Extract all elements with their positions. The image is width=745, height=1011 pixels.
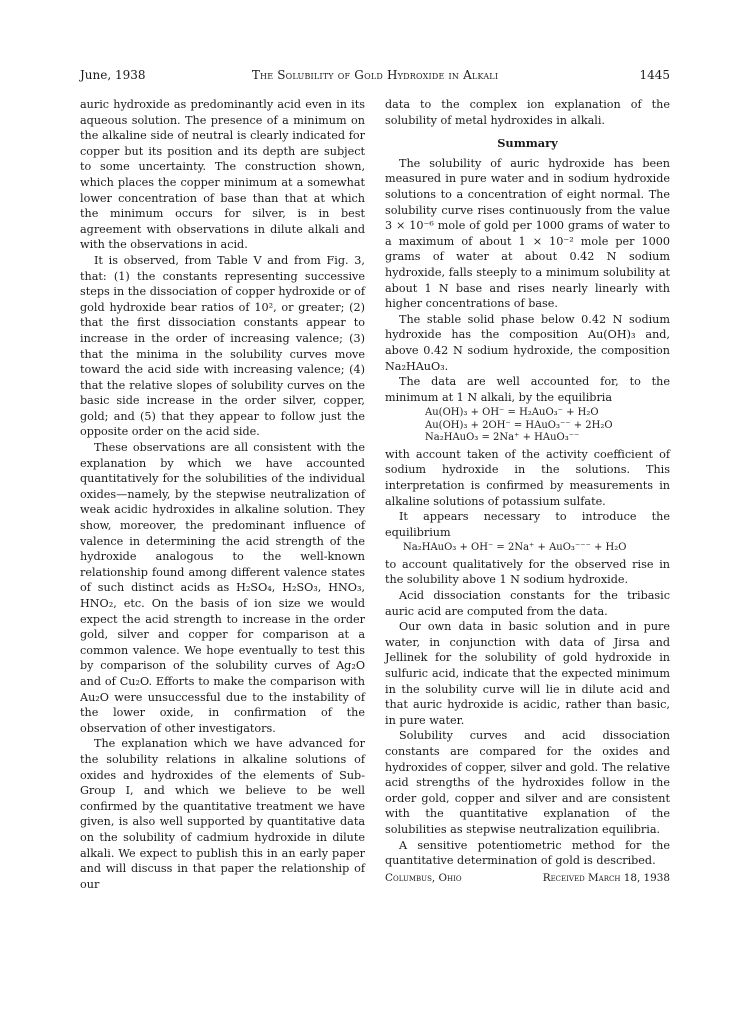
received-line (385, 871, 670, 885)
summary-paragraph: to account qualitatively for the observed rise in the solubility above 1 N sodium hydroxide. (385, 557, 670, 587)
page-number: 1445 (639, 68, 670, 82)
summary-heading: Summary (497, 136, 558, 151)
paragraph: It is observed, from Table V and from Fig. 3, that: (1) the constants representing successive steps in the dissociation of copper hydroxide or of gold hydroxide bear ratios of 10², or greater; (2) that the first dissociation constants appear to increase in the order of increasing valence; (3) that the minima in the solubility curves move toward the acid side with increasing valence; (4) that the relative slopes of solubility curves on the basic side increase in the order silver, copper, gold; and (5) that they appear to follow just the opposite order on the acid side. (80, 253, 365, 439)
right-column (385, 97, 670, 885)
summary-paragraph: A sensitive potentiometric method for the quantitative determination of gold is described. (385, 838, 670, 868)
summary-paragraph: Acid dissociation constants for the tribasic auric acid are computed from the data. (385, 589, 670, 618)
summary-paragraph: with account taken of the activity coefficient of sodium hydroxide in the solutions. This interpretation is confirmed by measurements in alkaline solutions of potassium sulfate. (385, 447, 670, 508)
running-title: The Solubility of Gold Hydroxide in Alkali (251, 68, 499, 82)
paragraph: The explanation which we have advanced for the solubility relations in alkaline solutions of oxides and hydroxides of the elements of Sub-Group I, and which we believe to be well confirmed by the quantitative treatment we have given, is also well supported by quantitative data on the solubility of cadmium hydroxide in dilute alkali. We expect to publish this in an early paper and will discuss in that paper the relationship of our (80, 737, 365, 891)
received-date: Received March 18, 1938 (542, 871, 670, 884)
equilibria-block (425, 407, 670, 445)
summary-paragraph: Solubility curves and acid dissociation constants are compared for the oxides and hydroxides of copper, silver and gold. The relative acid strengths of the hydroxides follow in the order gold, copper and silver and are consistent with the quantitative explanation of the solubilities as stepwise neutralization equilibria. (385, 729, 670, 836)
summary-paragraph: The data are well accounted for, to the minimum at 1 N alkali, by the equilibria (385, 375, 670, 404)
author-location: Columbus, Ohio (385, 871, 462, 884)
paragraph: data to the complex ion explanation of the solubility of metal hydroxides in alkali. (385, 98, 670, 127)
left-column (80, 97, 365, 892)
paragraph: auric hydroxide as predominantly acid even in its aqueous solution. The presence of a minimum on the alkaline side of neutral is clearly indicated for copper but its position and its depth are subject to some uncertainty. The construction shown, which places the copper minimum at a somewhat lower concentration of base than that at which the minimum occurs for silver, is in best agreement with observations in dilute alkali and with the observations in acid. (80, 98, 365, 252)
equation: Au(OH)₃ + OH⁻ = H₂AuO₃⁻ + H₂O (425, 407, 599, 419)
summary-paragraph: The solubility of auric hydroxide has been measured in pure water and in sodium hydroxide solutions to a concentration of eight normal. The solubility curve rises continuously from the value 3 × 10⁻⁶ mole of gold per 1000 grams of water to a maximum of about 1 × 10⁻² mole per 1000 grams of water at about 0.42 N sodium hydroxide, falls steeply to a minimum solubility at about 1 N base and rises nearly linearly with higher concentrations of base. (385, 156, 670, 311)
summary-paragraph: It appears necessary to introduce the equilibrium (385, 510, 670, 539)
paragraph: These observations are all consistent with the explanation by which we have accounted quantitatively for the solubilities of the individual oxides—namely, by the stepwise neutralization of weak acidic hydroxides in alkaline solution. They show, moreover, the predominant influence of valence in determining the acid strength of the hydroxide analogous to the well-known relationship found among different valence states of such distinct acids as H₂SO₄, H₂SO₃, HNO₃, HNO₂, etc. On the basis of ion size we would expect the acid strength to increase in the order gold, silver and copper for comparison at a common valence. We hope eventually to test this by comparison of the solubility curves of Ag₂O and of Cu₂O. Efforts to make the comparison with Au₂O were unsuccessful due to the instability of the lower oxide, in confirmation of the observation of other investigators. (80, 441, 365, 735)
issue-date: June, 1938 (80, 68, 146, 82)
equation: Na₂HAuO₃ = 2Na⁺ + HAuO₃⁻⁻ (425, 432, 580, 444)
equation: Na₂HAuO₃ + OH⁻ = 2Na⁺ + AuO₃⁻⁻⁻ + H₂O (403, 542, 627, 554)
summary-paragraph: The stable solid phase below 0.42 N sodium hydroxide has the composition Au(OH)₃ and, above 0.42 N sodium hydroxide, the composition Na₂HAuO₃. (385, 312, 670, 373)
equation: Au(OH)₃ + 2OH⁻ = HAuO₃⁻⁻ + 2H₂O (425, 419, 613, 431)
summary-paragraph: Our own data in basic solution and in pure water, in conjunction with data of Jirsa and Jellinek for the solubility of gold hydroxide in sulfuric acid, indicate that the expected minimum in the solubility curve will lie in dilute acid and that auric hydroxide is acidic, rather than basic, in pure water. (385, 620, 670, 727)
equilibrium-equation (403, 542, 670, 555)
